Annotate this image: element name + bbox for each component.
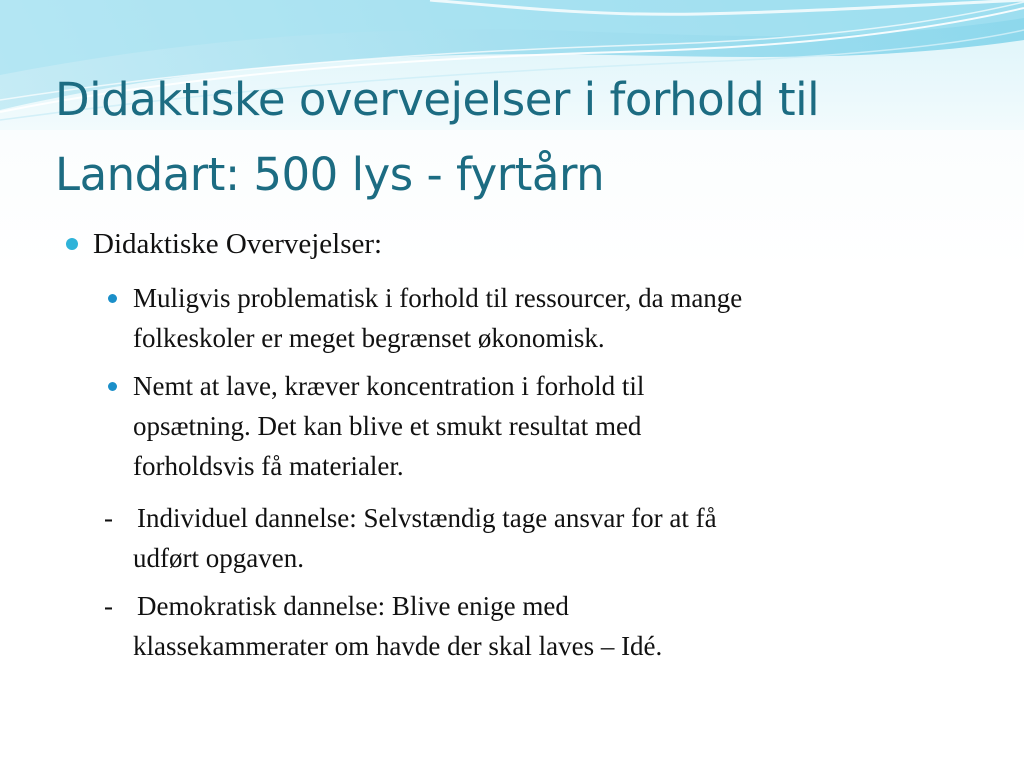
slide-title xyxy=(55,62,995,212)
list-item-line: Muligvis problematisk i forhold til ressourcer, da mange xyxy=(133,283,743,313)
list-item-line: klassekammerater om havde der skal laves – Idé. xyxy=(133,631,663,661)
dash-marker: - xyxy=(104,503,113,533)
list-item xyxy=(133,498,973,578)
bullet-icon xyxy=(108,382,117,391)
bullet-icon xyxy=(108,294,117,303)
list-item-line: Nemt at lave, kræver koncentration i forhold til xyxy=(133,371,645,401)
list-item-line: folkeskoler er meget begrænset økonomisk. xyxy=(133,323,605,353)
slide-title-line-2: Landart: 500 lys - fyrtårn xyxy=(55,148,605,201)
list-item-line: Demokratisk dannelse: Blive enige med xyxy=(137,591,569,621)
list-item xyxy=(133,366,973,486)
list-item xyxy=(133,278,973,358)
list-item-line: Individuel dannelse: Selvstændig tage ansvar for at få xyxy=(137,503,717,533)
list-item-line: udført opgaven. xyxy=(133,543,304,573)
list-item-line: opsætning. Det kan blive et smukt resultat med xyxy=(133,411,642,441)
list-item xyxy=(133,586,973,666)
dash-marker: - xyxy=(104,591,113,621)
slide-title-line-1: Didaktiske overvejelser i forhold til xyxy=(55,73,820,126)
list-item-line: forholdsvis få materialer. xyxy=(133,451,404,481)
bullet-icon xyxy=(66,238,78,250)
section-heading: Didaktiske Overvejelser: xyxy=(93,228,383,260)
